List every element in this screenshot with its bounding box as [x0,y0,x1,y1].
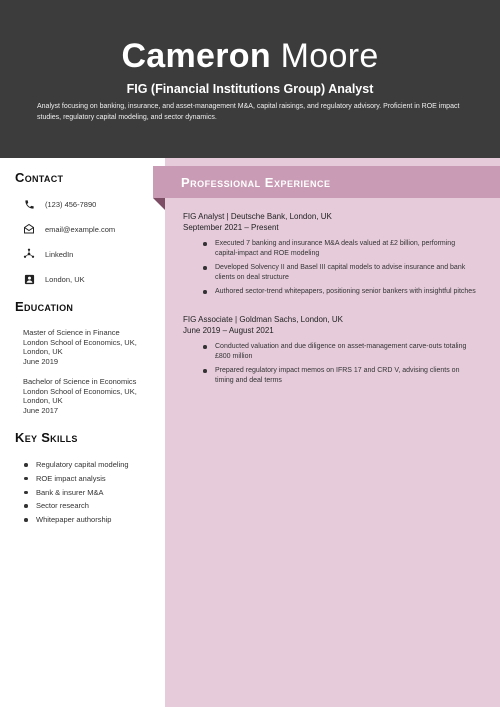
job-title-headline: FIG (Financial Institutions Group) Analyst [126,82,374,96]
degree-name: Bachelor of Science in Economics [23,377,137,386]
job-entry-dates: June 2019 – August 2021 [183,326,274,335]
skill-item: Bank & insurer M&A [22,488,129,502]
degree-name: Master of Science in Finance [23,328,120,337]
location-text: London, UK [45,274,85,284]
education-entry [23,377,158,415]
job-entry-dates: September 2021 – Present [183,223,279,232]
school-name: London School of Economics, UK, [23,386,137,396]
education-heading: Education [15,299,74,314]
skill-item: Regulatory capital modeling [22,460,129,474]
job-entry [183,315,483,390]
graduation-date: June 2019 [23,356,59,366]
job-entry-title: FIG Analyst | Deutsche Bank, London, UK [183,212,332,221]
linkedin-icon [22,247,36,261]
linkedin-link[interactable]: LinkedIn [45,249,74,259]
resume-header [0,0,500,158]
contact-email [22,222,116,236]
school-city: London, UK [23,347,63,357]
education-entry [23,328,158,366]
job-bullet: Developed Solvency II and Basel III capital models to advise insurance and bank clients on deal structure [183,263,478,282]
email-address[interactable]: email@example.com [45,224,116,234]
skills-list [22,460,129,529]
school-name: London School of Economics, UK, [23,337,137,347]
skills-heading: Key Skills [15,430,78,445]
contact-linkedin [22,247,74,261]
location-icon [22,272,36,286]
profile-summary: Analyst focusing on banking, insurance, and asset-management M&A, capital raisings, and regulatory advisory. Proficient in ROE impact studies, regulatory capital modeling, and sector dynamics. [37,103,460,121]
skill-item: ROE impact analysis [22,474,129,488]
graduation-date: June 2017 [23,405,59,415]
contact-phone [22,197,97,211]
school-city: London, UK [23,396,63,406]
phone-icon [22,197,36,211]
skill-item: Whitepaper authorship [22,515,129,529]
last-name: Moore [280,37,379,75]
contact-location [22,272,85,286]
candidate-name [0,36,500,76]
contact-heading: Contact [15,170,64,185]
job-entry [183,212,483,302]
job-bullet: Prepared regulatory impact memos on IFRS 17 and CRD V, advising clients on timing and deal terms [183,366,478,385]
job-bullet: Authored sector-trend whitepapers, positioning senior bankers with insightful pitches [183,287,478,297]
job-bullets [183,342,483,385]
skill-item: Sector research [22,501,129,515]
banner-fold [153,198,165,210]
job-bullet: Executed 7 banking and insurance M&A deals valued at £2 billion, performing capital-impact and ROE modeling [183,239,478,258]
job-bullet: Conducted valuation and due diligence on asset-management carve-outs totaling £800 million [183,342,478,361]
first-name: Cameron [121,37,271,75]
experience-heading: Professional Experience [181,175,331,190]
phone-number: (123) 456-7890 [45,199,97,209]
email-icon [22,222,36,236]
job-bullets [183,239,483,297]
job-entry-title: FIG Associate | Goldman Sachs, London, UK [183,315,343,324]
